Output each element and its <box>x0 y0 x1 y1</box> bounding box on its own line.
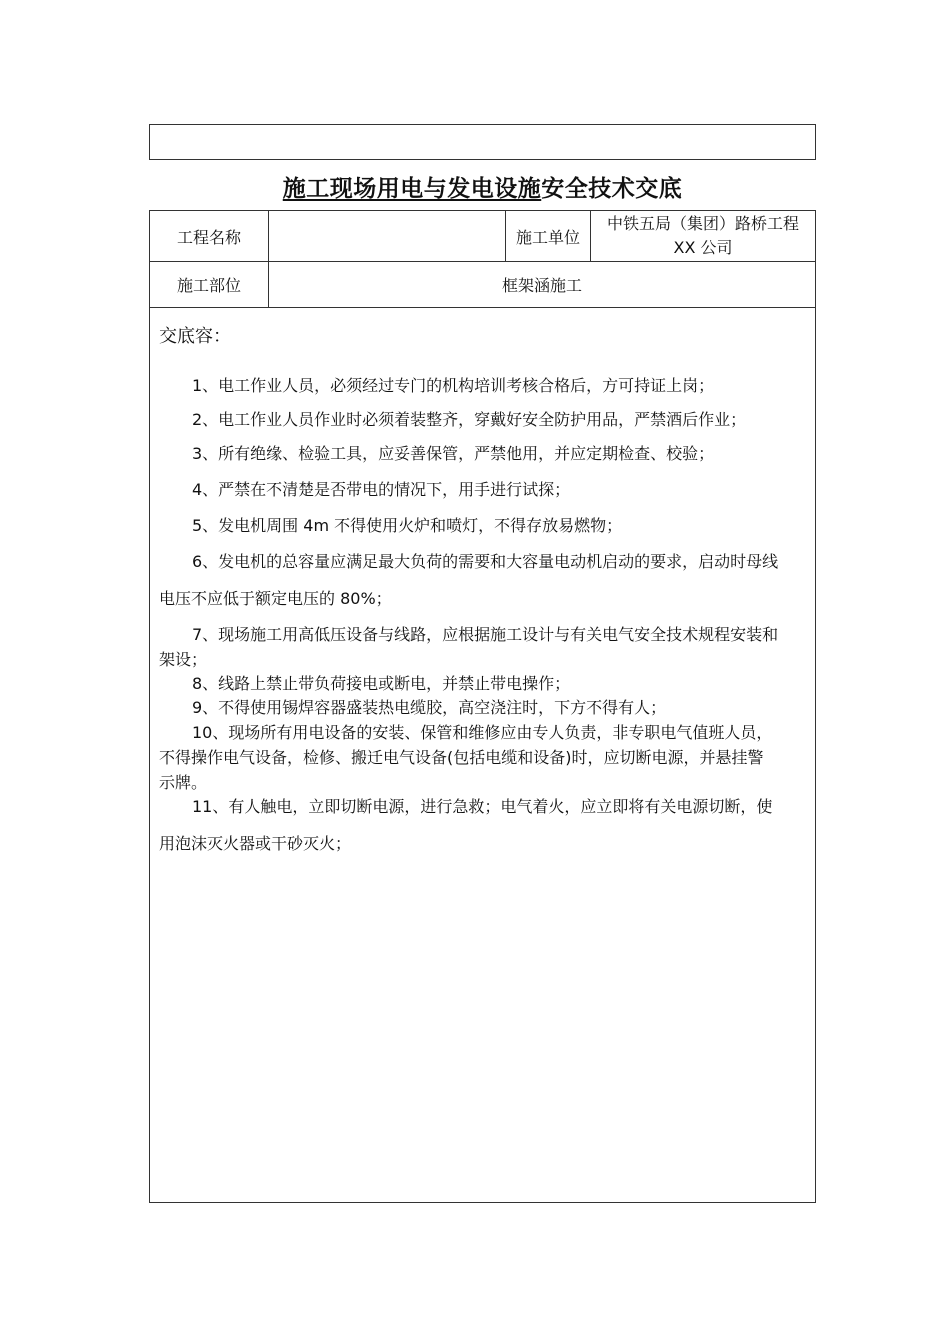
project-name-value <box>269 211 506 261</box>
content-line: 用泡沫灭火器或干砂灭火； <box>159 834 352 853</box>
header-empty-box <box>149 124 816 160</box>
content-line: 11、有人触电，立即切断电源，进行急救；电气着火，应立即将有关电源切断，使 <box>192 797 773 816</box>
content-line: 6、发电机的总容量应满足最大负荷的需要和大容量电动机启动的要求，启动时母线 <box>192 552 779 571</box>
content-line: 架设； <box>159 650 208 669</box>
title-rest-part: 安全技术交底 <box>541 176 683 202</box>
document-title <box>149 170 816 203</box>
content-line: 8、线路上禁止带负荷接电或断电，并禁止带电操作； <box>192 674 571 693</box>
construction-unit-label: 施工单位 <box>506 211 591 261</box>
content-line: 电压不应低于额定电压的 80%； <box>159 589 392 608</box>
title-underlined-part: 施工现场用电与发电设施 <box>282 176 542 202</box>
content-line: 9、不得使用锡焊容器盛装热电缆胶，高空浇注时，下方不得有人； <box>192 698 667 717</box>
unit-value-line2: XX 公司 <box>673 238 733 257</box>
unit-value-line1: 中铁五局（集团）路桥工程 <box>606 214 799 233</box>
content-line: 1、电工作业人员，必须经过专门的机构培训考核合格后，方可持证上岗； <box>192 376 715 395</box>
row-project-info <box>150 211 815 262</box>
construction-part-value: 框架涵施工 <box>501 276 582 295</box>
project-name-label: 工程名称 <box>150 211 269 261</box>
content-line: 4、严禁在不清楚是否带电的情况下，用手进行试探； <box>192 480 571 499</box>
content-line: 2、电工作业人员作业时必须着装整齐，穿戴好安全防护用品，严禁酒后作业； <box>192 410 747 429</box>
disclosure-form <box>149 210 816 1203</box>
construction-part-label: 施工部位 <box>150 262 269 307</box>
disclosure-content <box>150 308 815 1202</box>
content-line: 5、发电机周围 4m 不得使用火炉和喷灯，不得存放易燃物； <box>192 516 623 535</box>
content-line: 不得操作电气设备，检修、搬迁电气设备(包括电缆和设备)时，应切断电源，并悬挂警 <box>159 748 764 767</box>
content-heading: 交底容： <box>159 326 231 347</box>
content-line: 3、所有绝缘、检验工具，应妥善保管，严禁他用，并应定期检查、校验； <box>192 444 715 463</box>
content-line: 示牌。 <box>159 773 208 792</box>
construction-unit-value <box>591 211 815 261</box>
content-line: 7、现场施工用高低压设备与线路，应根据施工设计与有关电气安全技术规程安装和 <box>192 625 779 644</box>
content-line: 10、现场所有用电设备的安装、保管和维修应由专人负责，非专职电气值班人员， <box>192 723 773 742</box>
row-construction-part <box>150 262 815 308</box>
